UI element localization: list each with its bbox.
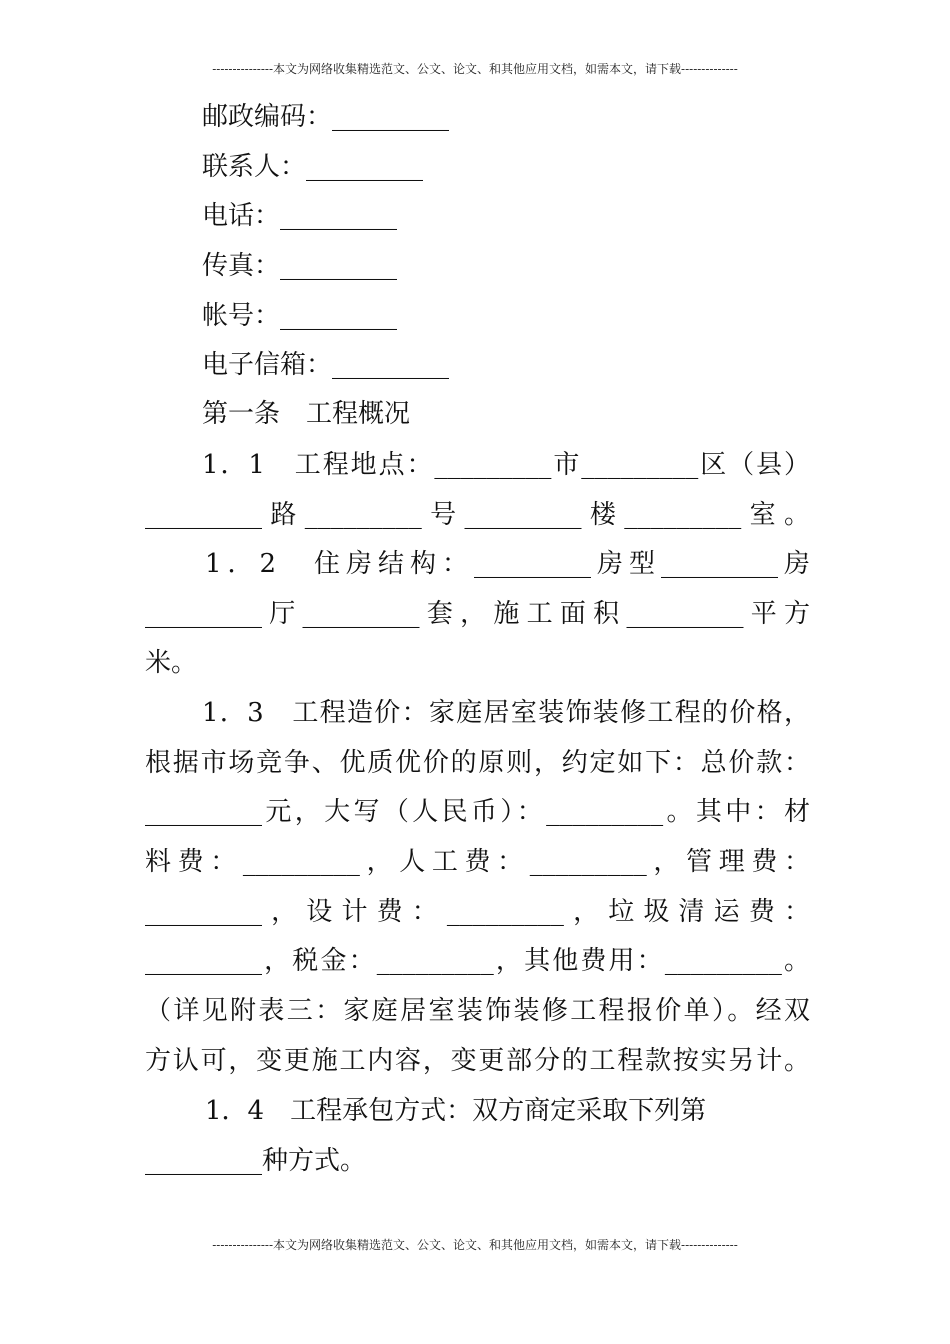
page-footer: ---------------本文为网络收集精选范文、公文、论文、和其他应用文档，如需本文，请下载-------------- [212,1238,738,1252]
article-heading: 第一条 工程概况 [202,399,411,429]
clause-1-1-line-2: _________路_________号_________楼_________室。 [145,500,810,530]
clause-1-3-line-4: 料费：_________，人工费：_________，管理费： [145,847,810,877]
clause-1-2-line-2: _________厅_________套，施工面积_________平方 [145,599,810,629]
fax-field: 传真：_________ [202,251,398,281]
clause-1-3-line-5: _________，设计费：_________，垃圾清运费： [145,897,810,927]
email-field: 电子信箱：_________ [202,350,450,380]
clause-1-3-line-7: （详见附表三：家庭居室装饰装修工程报价单）。经双 [145,996,810,1026]
clause-1-4-line-1: 1．4 工程承包方式：双方商定采取下列第 [205,1096,707,1126]
clause-1-1-line-1: 1．1 工程地点：_________市_________区（县） [202,450,810,480]
contact-person-field: 联系人：_________ [202,152,424,182]
page-header: ---------------本文为网络收集精选范文、公文、论文、和其他应用文档，如需本文，请下载-------------- [212,62,738,76]
clause-1-3-line-8: 方认可，变更施工内容，变更部分的工程款按实另计。 [145,1046,810,1076]
clause-1-3-line-2: 根据市场竞争、优质优价的原则，约定如下：总价款： [145,748,810,778]
postal-code-field: 邮政编码：_________ [202,102,450,132]
clause-1-3-line-3: _________元，大写（人民币）：_________。其中：材 [145,797,810,827]
account-field: 帐号：_________ [202,301,398,331]
clause-1-4-line-2: _________种方式。 [145,1146,367,1176]
phone-field: 电话：_________ [202,201,398,231]
clause-1-3-line-6: _________，税金：_________，其他费用：_________。 [145,946,810,976]
clause-1-2-line-3: 米。 [145,648,198,678]
clause-1-2-line-1: 1．2 住房结构：_________房型_________房 [205,549,810,579]
clause-1-3-line-1: 1．3 工程造价：家庭居室装饰装修工程的价格， [202,698,810,728]
